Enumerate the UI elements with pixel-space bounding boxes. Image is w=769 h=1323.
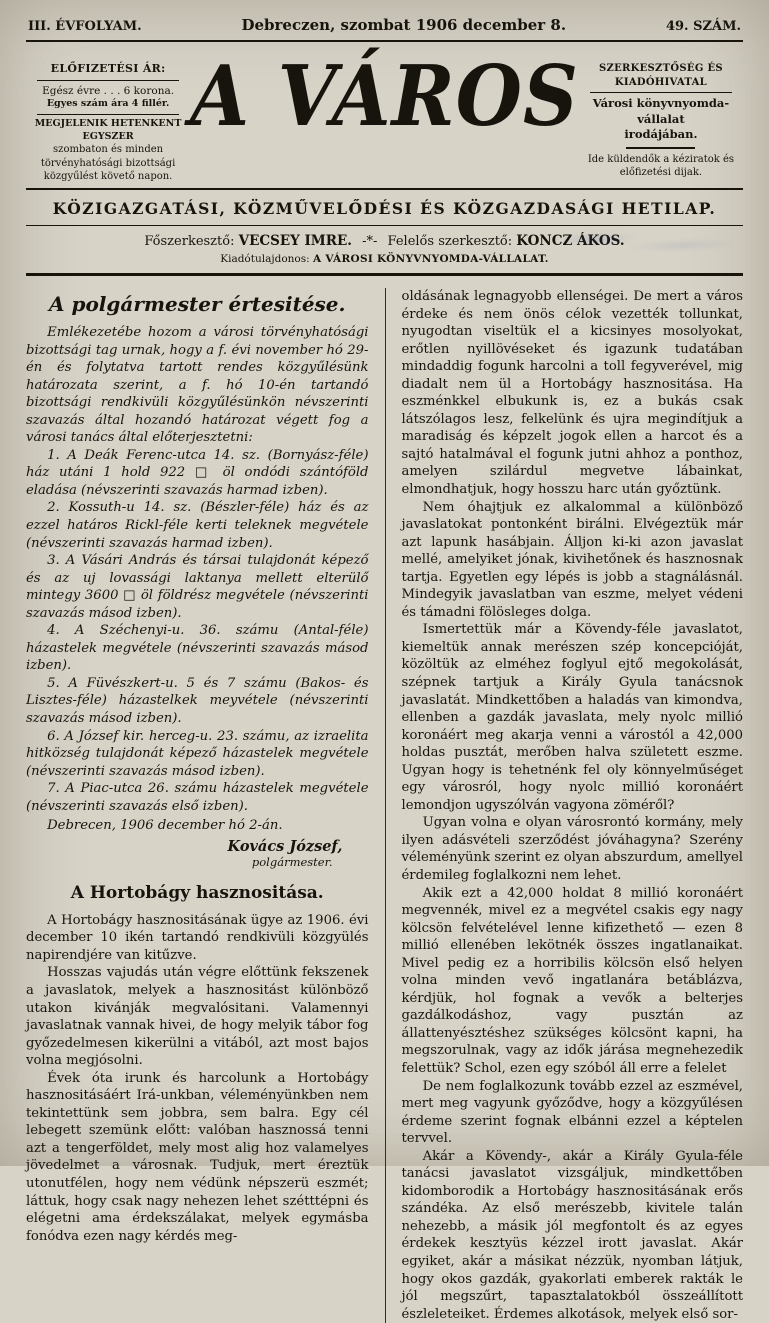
paragraph: Nem óhajtjuk ez alkalommal a különböző javaslatokat pontonként birálni. Elvégeztük már azt lapunk hasábjain. Álljon ki-ki azon javaslat mellé, amelyiket jónak, kivihetőnek és hasznosnak tartja. Egyetlen egy lépés is jobb a stagnálásnál. Mindegyik javaslatban van eszme, melyet védeni és támadni fölösleges dolga. [401,499,743,620]
masthead [26,42,743,188]
paragraph: Akik ezt a 42,000 holdat 8 millió koronáért megvennék, mivel ez a megvétel csakis egy nagy kölcsön felvételével lenne kifizethető — ezen 8 millió ellenében lekötnék összes ingatlanaikat. Mivel pedig ez a horribilis kölcsön első helyen volna minden vevő ingatlanára betáblázva, kérdjük, hol fognak a vevők a belterjes gazdálkodáshoz, vagy pusztán az állattenyésztéshez szükséges kölcsönt kapni, ha megszorulnak, vagy az idők járása megnehezedik felettük? Schol, ezen egy szóból áll erre a felelet [401,885,743,1077]
date-line: Debrecen, 1906 december hó 2-án. [47,818,283,834]
article1-title: A polgármester értesitése. [49,291,346,316]
subscription-price: Egész évre . . . 6 korona. [42,84,175,97]
signature-title: polgármester. [251,854,333,869]
divider [590,92,731,93]
paragraph: De nem foglalkozunk tovább ezzel az eszmével, mert meg vagyunk győződve, hogy a közgyűlésen érdeme szerint fognak elbánni ezzel a képtelen tervvel. [401,1078,743,1147]
chief-editor-label: Főszerkesztő: [144,233,235,249]
frequency-heading: MEGJELENIK HETENKENT EGYSZER [34,117,182,142]
editorial-office-line2: irodájában. [624,127,698,142]
masthead-title: A VÁROS [190,46,579,145]
right-column [385,288,744,1323]
left-column [26,288,385,1323]
folio-row [26,14,743,40]
paragraph: Akár a Kövendy-, akár a Király Gyula-féle tanácsi javaslatot vizsgáljuk, mindkettőben kidomborodik a Hortobágy hasznositásának erős szándéka. Az első merészebb, kivitele talán nehezebb, a másik jól megfontolt és az egyes érdekek kesztyüs kézzel irott javaslat. Akár egyiket, akár a másikat nézzük, nyomban látjuk, hogy okos gazdák, gyakorlati emberek rakták le jól megszűrt, tapasztalatokból összeállított észleleteiket. Érdemes alkotások, melyek első sor- [401,1148,743,1322]
editorial-office-note: Ide küldendők a kéziratok és előfizetési dijak. [587,153,735,179]
list-item: 1. A Deák Ferenc-utca 14. sz. (Bornyász-féle) ház utáni 1 hold 922 □ öl ondódi szántóföld eladása (névszerinti szavazás harmad izben). [26,447,369,498]
editors-separator: -*- [362,233,378,249]
list-item: 6. A József kir. herceg-u. 23. számu, az izraelita hitközség tulajdonát képező házastelek megvétele (névszerinti szavazás másod izben). [26,728,369,779]
responsible-editor-name: KONCZ ÁKOS. [516,232,625,249]
volume-label: III. ÉVFOLYAM. [28,19,142,34]
dateline: Debreczen, szombat 1906 december 8. [241,16,567,34]
frequency-text: szombaton és minden törvényhatósági bizottsági közgyűlést követő napon. [40,144,176,183]
paragraph: Ismertettük már a Kövendy-féle javaslatot, kiemeltük annak merészen szép koncepcióját, közöltük az elméhez foglyul ejtő megokolását, szépnek tartjuk a Király Gyula tanácsnok javaslatát. Mindkettőben a haladás van kimondva, ellenben a gazdák javaslata, mely nyolc millió koronáért meg akarja venni a várostól a 42,000 holdas pusztát, merőben halva született eszme. Ugyan hogy is tehetnénk fel oly könnyelműséget egy városról, hogy nyolc millió koronáért lemondjon ugyszólván vagyona zöméről? [401,622,743,813]
signature-name: Kovács József, [227,837,343,855]
list-item: 4. A Széchenyi-u. 36. számu (Antal-féle) házastelek megvétele (névszerinti szavazás másod izben). [26,623,369,674]
article2-title: A Hortobágy hasznositása. [70,882,324,903]
publisher-label: Kiadótulajdonos: [220,252,310,265]
publisher-line [26,253,743,265]
divider [626,147,695,149]
subscription-heading: ELŐFIZETÉSI ÁR: [50,62,166,75]
editorial-office-line1: Városi könyvnyomda-vállalat [592,96,730,126]
editorial-office-heading: SZERKESZTŐSÉG ÉS KIADÓHIVATAL [598,63,723,88]
publisher-name: A VÁROSI KÖNYVNYOMDA-VÁLLALAT. [313,252,549,265]
chief-editor-name: VECSEY IMRE. [238,232,352,249]
divider [37,80,178,81]
single-copy-price: Egyes szám ára 4 fillér. [46,98,170,110]
banner-bottom-rule [26,273,743,276]
paragraph: oldásának legnagyobb ellenségei. De mert a város érdeke és nem önös célok vezették tollunkat, nyugodtan viseltük el a kicsinyes mosolyokat, erőtlen nyillövéseket és igazunk tudatában mindaddig fogunk harcolni a toll fegyverével, mig diadalt nem ül a Hortobágy hasznositása. Ha eszménkkel elbukunk is, ez a bukás csak látszólagos lesz, felkelünk és ujra megindítjuk a maradiság és képzelt jogok ellen a harcot és a sajtó hatalmával el fogunk jutni ahhoz a ponthoz, amelyen szilárdul megvetve lábainkat, elmondhatjuk, hogy hosszu harc után győztünk. [401,288,743,497]
masthead-rule [26,188,743,190]
paper-subtitle: KÖZIGAZGATÁSI, KÖZMŰVELŐDÉSI ÉS KÖZGAZDASÁGI HETILAP. [52,198,717,218]
subtitle-rule [26,225,743,226]
editorial-office-box [579,62,743,180]
list-item: 2. Kossuth-u 14. sz. (Bészler-féle) ház és az ezzel határos Rickl-féle kerti teleknek megvétele (névszerinti szavazás harmad izben). [26,500,369,551]
issue-number: 49. SZÁM. [665,19,741,34]
list-item: 3. A Vásári András és társai tulajdonát képező és az uj lovassági laktanya mellett elterülő mintegy 3600 □ öl földrész megvétele (névszerinti szavazás másod izben). [26,553,369,621]
paragraph: Hosszas vajudás után végre előttünk fekszenek a javaslatok, melyek a hasznositást különböző utakon kivánják megvalósitani. Valamennyi javaslatnak vannak hivei, de hogy melyik tábor fog győzedelmesen kikerülni a vitából, azt most bajos volna megjósolni. [26,965,369,1069]
article-body [26,288,743,1323]
paragraph: A Hortobágy hasznositásának ügye az 1906. évi december 10 ikén tartandó rendkivüli közgyülés napirendjére van kitűzve. [26,912,369,963]
divider [37,114,178,115]
signature-block [26,838,369,869]
paragraph: Évek óta irunk és harcolunk a Hortobágy hasznositásáért Irá-unkban, véleményünkben nem tekintettünk sem jobbra, sem balra. Egy cél lebegett szemünk előtt: valóban hasznossá tenni azt a tengerföldet, mely most alig hoz valamelyes jövedelmet a városnak. Tudjuk, mert éreztük utonutfélen, hogy nem védünk népszerü eszmét; láttuk, hogy csak nagy nehezen lehet szétttépni és elégetni ama érdekszálakat, melyek egymásba fonódva ezen nagy kérdés meg- [26,1070,369,1244]
editors-line [26,233,743,249]
subscription-box [26,62,190,184]
list-item: 5. A Füvészkert-u. 5 és 7 számu (Bakos- és Lisztes-féle) házastelkek meyvétele (névszerinti szavazás másod izben). [26,675,369,726]
list-item: 7. A Piac-utca 26. számu házastelek megvétele (névszerinti szavazás első izben). [26,781,369,814]
paragraph: Emlékezetébe hozom a városi törvényhatósági bizottsági tag urnak, hogy a f. évi november hó 29-én és folytatva tartott rendes közgyűlésünk határozata szerint, a f. hó 10-én tartandó bizottsági rendkivüli közgyűlésünkön névszerinti szavazás által hozandó határozat végett fog a városi tanács által előterjesztetni: [26,324,369,446]
responsible-editor-label: Felelős szerkesztő: [387,233,513,249]
paragraph: Ugyan volna e olyan városrontó kormány, mely ilyen adásvételi szerződést jóváhagyna? Szerény véleményünk szerint ez olyan abszurdum, amellyel érdemileg foglalkozni nem lehet. [401,815,743,883]
